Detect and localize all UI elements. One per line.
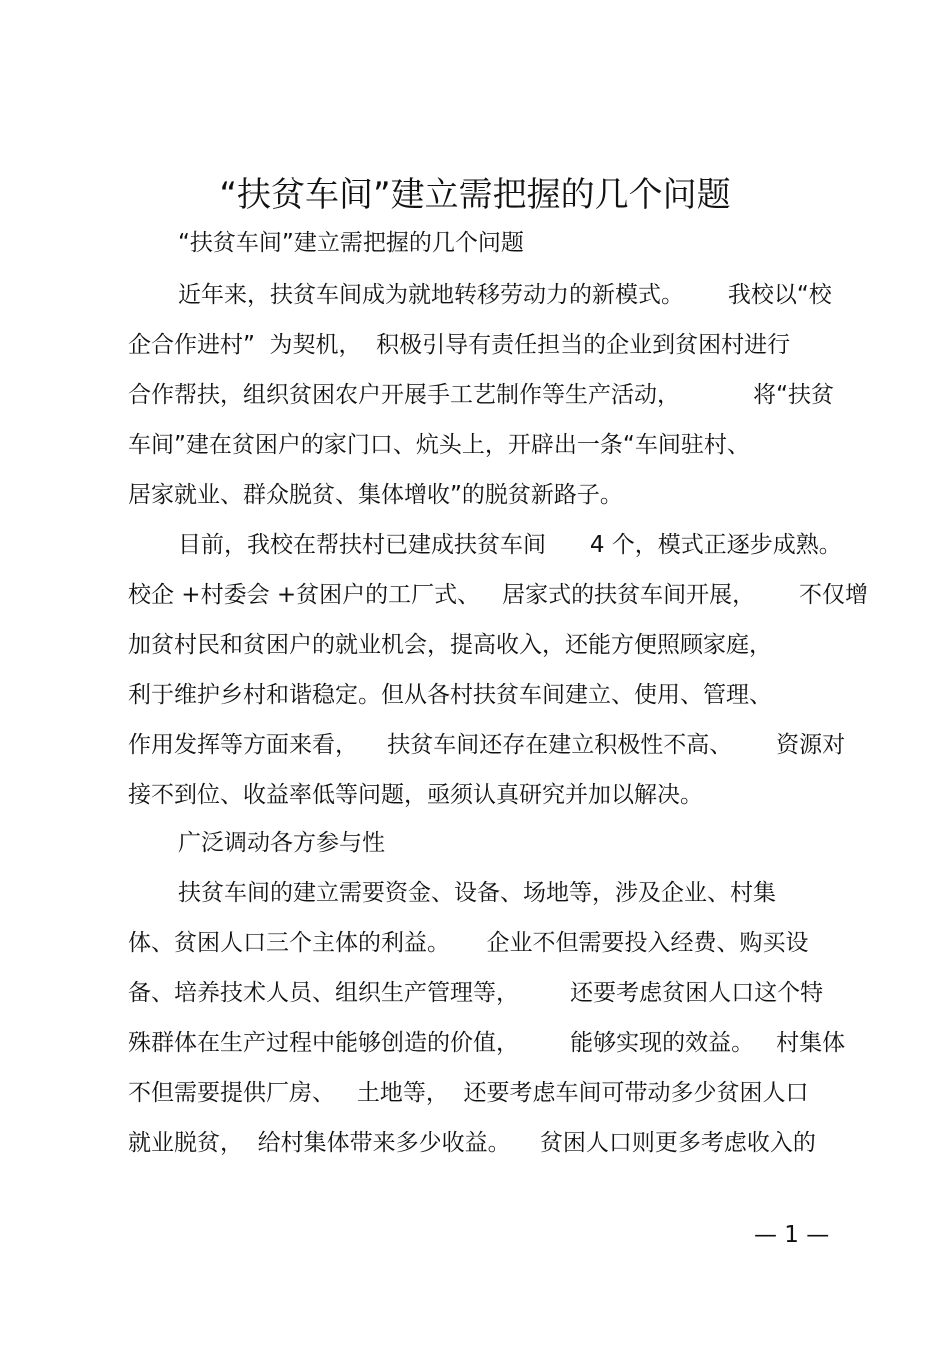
body-line: 居家就业、群众脱贫、集体增收”的脱贫新路子。: [128, 482, 623, 508]
body-line: 作用发挥等方面来看， 扶贫车间还存在建立积极性不高、 资源对: [128, 732, 846, 758]
body-line: 利于维护乡村和谐稳定。但从各村扶贫车间建立、使用、管理、: [128, 682, 772, 708]
body-line: 企合作进村” 为契机， 积极引导有责任担当的企业到贫困村进行: [128, 332, 791, 358]
body-line: 近年来，扶贫车间成为就地转移劳动力的新模式。 我校以“校: [178, 282, 832, 308]
body-line: 合作帮扶，组织贫困农户开展手工艺制作等生产活动， 将“扶贫: [128, 382, 835, 408]
subtitle-line: “扶贫车间”建立需把握的几个问题: [178, 230, 524, 256]
page-title: “扶贫车间”建立需把握的几个问题: [219, 175, 731, 215]
body-line: 加贫村民和贫困户的就业机会，提高收入，还能方便照顾家庭，: [128, 632, 772, 658]
body-line: 扶贫车间的建立需要资金、设备、场地等，涉及企业、村集: [178, 880, 776, 906]
body-line: 校企 +村委会 +贫困户的工厂式、 居家式的扶贫车间开展， 不仅增: [128, 582, 868, 608]
body-line: 就业脱贫， 给村集体带来多少收益。 贫困人口则更多考虑收入的: [128, 1130, 816, 1156]
body-line: 体、贫困人口三个主体的利益。 企业不但需要投入经费、购买设: [128, 930, 809, 956]
body-line: 备、培养技术人员、组织生产管理等， 还要考虑贫困人口这个特: [128, 980, 824, 1006]
page-number: — 1 —: [754, 1222, 830, 1248]
body-line: 不但需要提供厂房、 土地等， 还要考虑车间可带动多少贫困人口: [128, 1080, 809, 1106]
body-line: 目前，我校在帮扶村已建成扶贫车间 4 个，模式正逐步成熟。: [178, 532, 842, 558]
body-line: 接不到位、收益率低等问题，亟须认真研究并加以解决。: [128, 782, 703, 808]
section-heading: 广泛调动各方参与性: [178, 830, 385, 856]
body-line: 殊群体在生产过程中能够创造的价值， 能够实现的效益。 村集体: [128, 1030, 846, 1056]
body-line: 车间”建在贫困户的家门口、炕头上，开辟出一条“车间驻村、: [128, 432, 750, 458]
